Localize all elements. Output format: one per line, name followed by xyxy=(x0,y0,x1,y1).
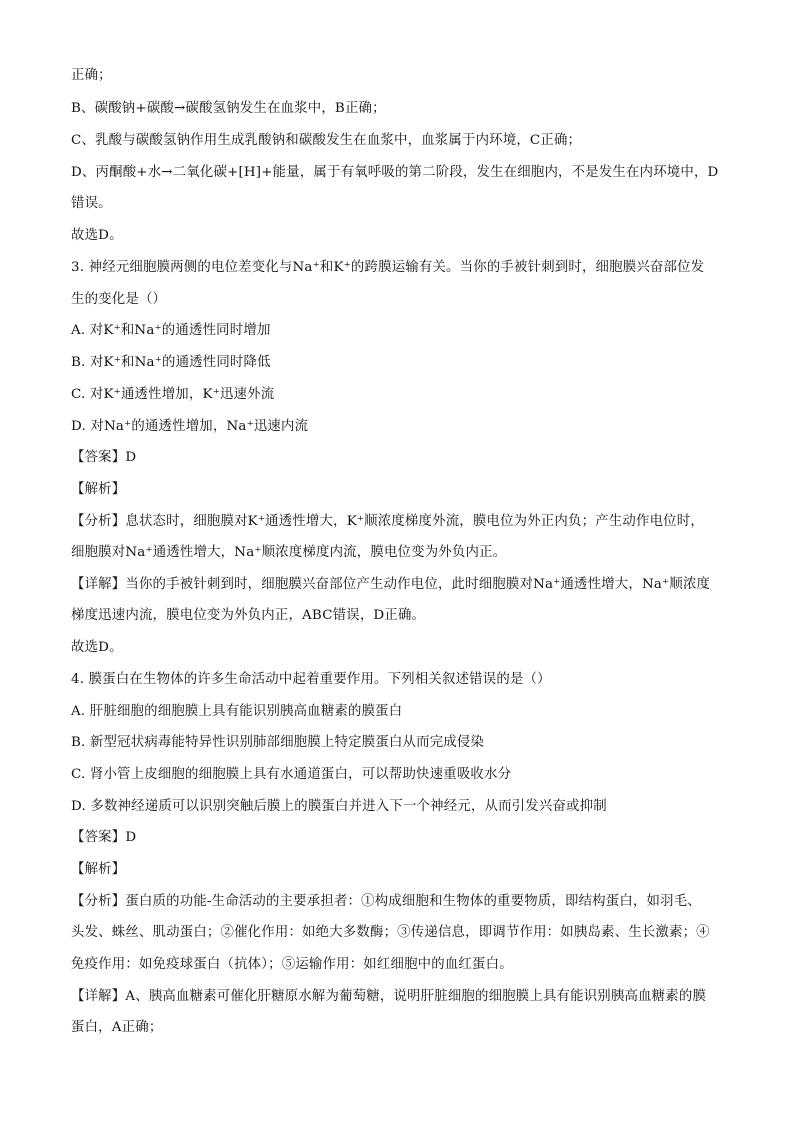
text-line: 头发、蛛丝、肌动蛋白；②催化作用：如绝大多数酶；③传递信息，即调节作用：如胰岛素、生长激素；④ xyxy=(71,925,710,940)
text-line: B、碳酸钠+碳酸→碳酸氢钠发生在血浆中，B正确； xyxy=(71,101,386,116)
text-line: 故选D。 xyxy=(71,228,123,243)
answer-line: 【答案】D xyxy=(71,830,137,845)
text-line: 梯度迅速内流，膜电位变为外负内正，ABC错误，D正确。 xyxy=(71,608,426,623)
option-d: D. 对Na⁺的通透性增加，Na⁺迅速内流 xyxy=(71,419,309,434)
text-line: 【详解】A、胰高血糖素可催化肝糖原水解为葡萄糖，说明肝脏细胞的细胞膜上具有能识别胰高血糖素的膜 xyxy=(71,989,707,1004)
question-3-stem: 生的变化是（） xyxy=(71,292,167,307)
text-line: 细胞膜对Na⁺通透性增大，Na⁺顺浓度梯度内流，膜电位变为外负内正。 xyxy=(71,545,507,560)
text-line: D、丙酮酸+水→二氧化碳+[H]+能量，属于有氧呼吸的第二阶段，发生在细胞内，不是发生在内环境中，D xyxy=(71,165,719,180)
option-c: C. 对K⁺通透性增加，K⁺迅速外流 xyxy=(71,387,275,402)
text-line: 正确； xyxy=(71,68,112,83)
analysis-heading: 【解析】 xyxy=(71,862,126,877)
text-line: 免疫作用：如免疫球蛋白（抗体）；⑤运输作用：如红细胞中的血红蛋白。 xyxy=(71,957,513,972)
option-b: B. 新型冠状病毒能特异性识别肺部细胞膜上特定膜蛋白从而完成侵染 xyxy=(71,735,485,750)
text-line: C、乳酸与碳酸氢钠作用生成乳酸钠和碳酸发生在血浆中，血浆属于内环境，C正确； xyxy=(71,133,582,148)
text-line: 错误。 xyxy=(71,196,112,211)
text-line: 【分析】蛋白质的功能-生命活动的主要承担者：①构成细胞和生物体的重要物质，即结构蛋白，如羽毛、 xyxy=(71,894,701,909)
text-line: 故选D。 xyxy=(71,640,123,655)
analysis-heading: 【解析】 xyxy=(71,482,126,497)
option-a: A. 肝脏细胞的细胞膜上具有能识别胰高血糖素的膜蛋白 xyxy=(71,704,403,719)
answer-line: 【答案】D xyxy=(71,450,137,465)
option-c: C. 肾小管上皮细胞的细胞膜上具有水通道蛋白，可以帮助快速重吸收水分 xyxy=(71,767,512,782)
option-a: A. 对K⁺和Na⁺的通透性同时增加 xyxy=(71,323,271,338)
question-3-stem: 3. 神经元细胞膜两侧的电位差变化与Na⁺和K⁺的跨膜运输有关。当你的手被针刺到时，细胞膜兴奋部位发 xyxy=(71,260,705,275)
text-line: 【详解】当你的手被针刺到时，细胞膜兴奋部位产生动作电位，此时细胞膜对Na⁺通透性增大，Na⁺顺浓度 xyxy=(71,577,711,592)
option-b: B. 对K⁺和Na⁺的通透性同时降低 xyxy=(71,355,271,370)
text-line: 【分析】息状态时，细胞膜对K⁺通透性增大，K⁺顺浓度梯度外流，膜电位为外正内负；产生动作电位时， xyxy=(71,514,704,529)
option-d: D. 多数神经递质可以识别突触后膜上的膜蛋白并进入下一个神经元，从而引发兴奋或抑制 xyxy=(71,799,607,814)
question-4-stem: 4. 膜蛋白在生物体的许多生命活动中起着重要作用。下列相关叙述错误的是（） xyxy=(71,672,551,687)
text-line: 蛋白，A正确； xyxy=(71,1020,163,1035)
